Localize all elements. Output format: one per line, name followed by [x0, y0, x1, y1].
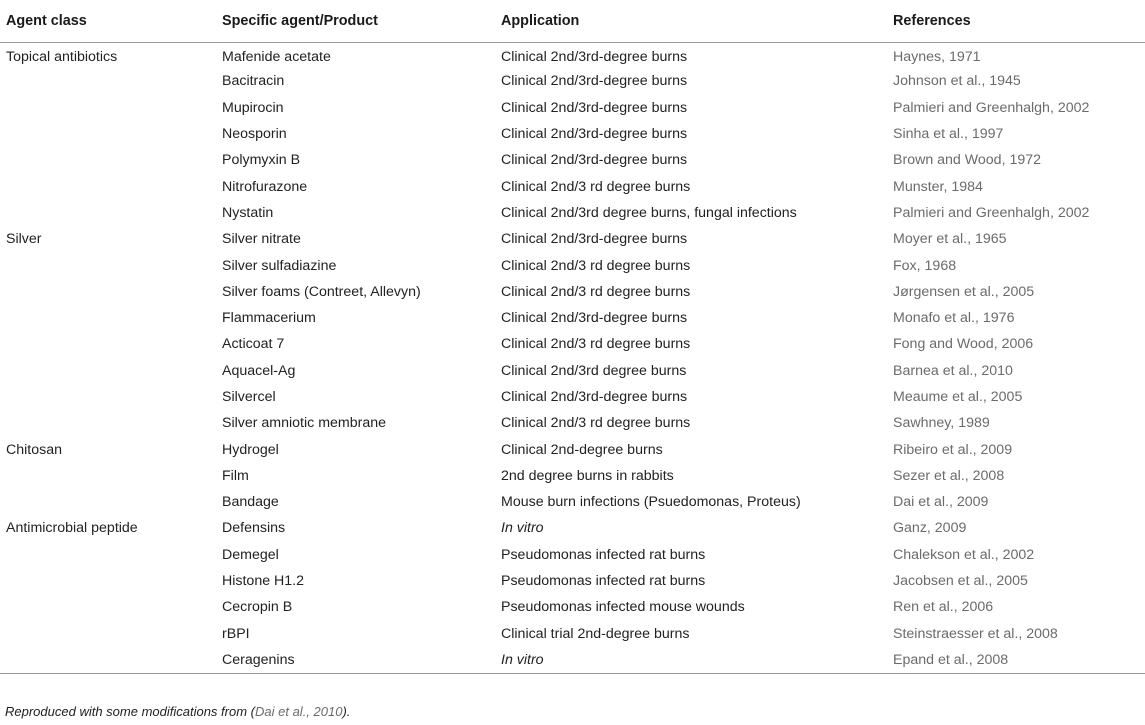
table-header [0, 0, 1145, 42]
cell-reference-link[interactable]: Monafo et al., 1976 [893, 310, 1015, 327]
cell-application: Clinical 2nd/3rd-degree burns [501, 389, 688, 405]
cell-application: Clinical 2nd/3rd-degree burns [501, 152, 688, 169]
table-row [0, 305, 1145, 331]
cell-agent-class [0, 410, 216, 436]
cell-agent-class [0, 489, 216, 515]
cell-specific-agent: Bacitracin [222, 73, 285, 90]
table-footnote [5, 704, 350, 719]
cell-reference-link[interactable]: Ren et al., 2006 [893, 599, 994, 616]
cell-agent-class [0, 95, 216, 121]
cell-application: Clinical 2nd/3rd-degree burns [501, 310, 688, 327]
cell-agent-class [0, 647, 216, 673]
cell-reference-link[interactable]: Sezer et al., 2008 [893, 467, 1005, 484]
cell-application: Clinical 2nd/3 rd degree burns [501, 178, 691, 195]
cell-application: Clinical 2nd-degree burns [501, 441, 663, 458]
cell-reference-link[interactable]: Meaume et al., 2005 [893, 389, 1023, 405]
cell-agent-class [0, 463, 216, 489]
cell-reference-link[interactable]: Johnson et al., 1945 [893, 73, 1021, 90]
cell-agent-class [0, 621, 216, 647]
cell-application: Clinical 2nd/3rd degree burns, fungal infections [501, 204, 797, 221]
cell-specific-agent: Hydrogel [222, 441, 279, 458]
cell-specific-agent: Silvercel [222, 389, 276, 405]
cell-application: Clinical 2nd/3 rd degree burns [501, 415, 691, 432]
cell-reference-link[interactable]: Steinstraesser et al., 2008 [893, 625, 1058, 642]
table-row [0, 252, 1145, 278]
table-row [0, 68, 1145, 94]
cell-application: Mouse burn infections (Psuedomonas, Proteus) [501, 494, 801, 511]
cell-reference-link[interactable]: Dai et al., 2009 [893, 494, 989, 511]
table-row [0, 95, 1145, 121]
cell-application: Clinical 2nd/3 rd degree burns [501, 257, 691, 274]
cell-application: Clinical 2nd/3 rd degree burns [501, 336, 691, 353]
cell-application: Clinical 2nd/3rd degree burns [501, 362, 687, 379]
cell-specific-agent: Nystatin [222, 204, 274, 221]
cell-agent-class [0, 542, 216, 568]
cell-reference-link[interactable]: Sinha et al., 1997 [893, 126, 1004, 143]
cell-agent-class [0, 147, 216, 173]
cell-application: 2nd degree burns in rabbits [501, 467, 674, 484]
table-row [0, 463, 1145, 489]
cell-reference-link[interactable]: Ribeiro et al., 2009 [893, 441, 1013, 458]
cell-agent-class: Topical antibiotics [6, 48, 118, 65]
table-body [0, 42, 1145, 673]
table-row [0, 384, 1145, 410]
cell-reference-link[interactable]: Palmieri and Greenhalgh, 2002 [893, 99, 1090, 116]
cell-specific-agent: Mafenide acetate [222, 48, 331, 65]
cell-reference-link[interactable]: Fox, 1968 [893, 257, 957, 274]
table-row [0, 621, 1145, 647]
cell-agent-class [0, 252, 216, 278]
cell-agent-class [0, 594, 216, 620]
cell-reference-link[interactable]: Epand et al., 2008 [887, 647, 1145, 673]
table-row [0, 42, 1145, 68]
cell-agent-class [0, 331, 216, 357]
cell-specific-agent: Histone H1.2 [222, 573, 305, 590]
cell-agent-class [0, 568, 216, 594]
cell-reference-link[interactable]: Haynes, 1971 [893, 48, 981, 65]
footnote-suffix: ). [342, 704, 351, 719]
cell-specific-agent: Neosporin [222, 126, 287, 143]
cell-specific-agent: Silver nitrate [222, 231, 301, 248]
footnote-reference-link[interactable]: Dai et al., 2010 [255, 704, 343, 719]
cell-specific-agent: Nitrofurazone [222, 178, 308, 195]
cell-specific-agent: Bandage [222, 494, 279, 511]
cell-agent-class [0, 279, 216, 305]
cell-specific-agent: Ceragenins [216, 647, 495, 673]
cell-specific-agent: Acticoat 7 [222, 336, 285, 353]
table-row [0, 436, 1145, 462]
cell-specific-agent: Silver amniotic membrane [222, 415, 387, 432]
cell-agent-class [0, 305, 216, 331]
table-row [0, 173, 1145, 199]
table-row [0, 226, 1145, 252]
cell-specific-agent: rBPI [222, 625, 250, 642]
cell-application: Clinical 2nd/3rd-degree burns [501, 231, 688, 248]
table-row [0, 358, 1145, 384]
cell-agent-class: Silver [6, 231, 42, 248]
cell-application: Pseudomonas infected mouse wounds [501, 599, 745, 616]
cell-agent-class [0, 173, 216, 199]
cell-specific-agent: Film [222, 467, 249, 484]
table-row [0, 200, 1145, 226]
cell-reference-link[interactable]: Munster, 1984 [893, 178, 983, 195]
table-row [0, 147, 1145, 173]
header-agent-class: Agent class [0, 0, 216, 42]
cell-specific-agent: Silver foams (Contreet, Allevyn) [222, 283, 421, 300]
header-references: References [887, 0, 1145, 42]
table-row [0, 515, 1145, 541]
cell-specific-agent: Demegel [222, 546, 279, 563]
table-row [0, 542, 1145, 568]
cell-agent-class [0, 384, 216, 410]
cell-specific-agent: Flammacerium [222, 310, 316, 327]
cell-agent-class [0, 358, 216, 384]
cell-agent-class: Antimicrobial peptide [6, 520, 138, 537]
cell-application: In vitro [495, 647, 887, 673]
footnote-prefix: Reproduced with some modifications from ( [5, 704, 255, 719]
cell-reference-link[interactable]: Palmieri and Greenhalgh, 2002 [893, 204, 1090, 221]
table-row [0, 279, 1145, 305]
table-row [0, 647, 1145, 673]
cell-reference-link[interactable]: Jørgensen et al., 2005 [893, 283, 1035, 300]
table-row [0, 331, 1145, 357]
header-row [0, 0, 1145, 42]
cell-specific-agent: Defensins [222, 520, 286, 537]
cell-reference-link[interactable]: Ganz, 2009 [893, 520, 967, 537]
table-row [0, 410, 1145, 436]
cell-reference-link[interactable]: Sawhney, 1989 [893, 415, 990, 432]
cell-reference-link[interactable]: Jacobsen et al., 2005 [893, 573, 1028, 590]
cell-application: Pseudomonas infected rat burns [501, 546, 706, 563]
cell-agent-class [0, 121, 216, 147]
cell-reference-link[interactable]: Chalekson et al., 2002 [893, 546, 1035, 563]
cell-application: Pseudomonas infected rat burns [501, 573, 706, 590]
table-row [0, 568, 1145, 594]
cell-specific-agent: Mupirocin [222, 99, 284, 116]
header-application: Application [495, 0, 887, 42]
table-row [0, 121, 1145, 147]
cell-application: In vitro [501, 520, 544, 537]
cell-specific-agent: Cecropin B [222, 599, 293, 616]
table-row [0, 594, 1145, 620]
cell-agent-class [0, 200, 216, 226]
cell-specific-agent: Silver sulfadiazine [222, 257, 337, 274]
cell-reference-link[interactable]: Fong and Wood, 2006 [893, 336, 1034, 353]
cell-agent-class: Chitosan [6, 441, 62, 458]
cell-reference-link[interactable]: Brown and Wood, 1972 [893, 152, 1042, 169]
cell-application: Clinical 2nd/3 rd degree burns [501, 283, 691, 300]
cell-application: Clinical 2nd/3rd-degree burns [501, 73, 688, 90]
cell-reference-link[interactable]: Moyer et al., 1965 [893, 231, 1007, 248]
cell-application: Clinical 2nd/3rd-degree burns [501, 48, 688, 65]
cell-application: Clinical trial 2nd-degree burns [501, 625, 690, 642]
table-row [0, 489, 1145, 515]
cell-application: Clinical 2nd/3rd-degree burns [501, 126, 688, 143]
cell-reference-link[interactable]: Barnea et al., 2010 [893, 362, 1013, 379]
cell-specific-agent: Aquacel-Ag [222, 362, 296, 379]
cell-application: Clinical 2nd/3rd-degree burns [501, 99, 688, 116]
cell-agent-class [0, 68, 216, 94]
cell-specific-agent: Polymyxin B [222, 152, 301, 169]
header-specific-agent: Specific agent/Product [216, 0, 495, 42]
